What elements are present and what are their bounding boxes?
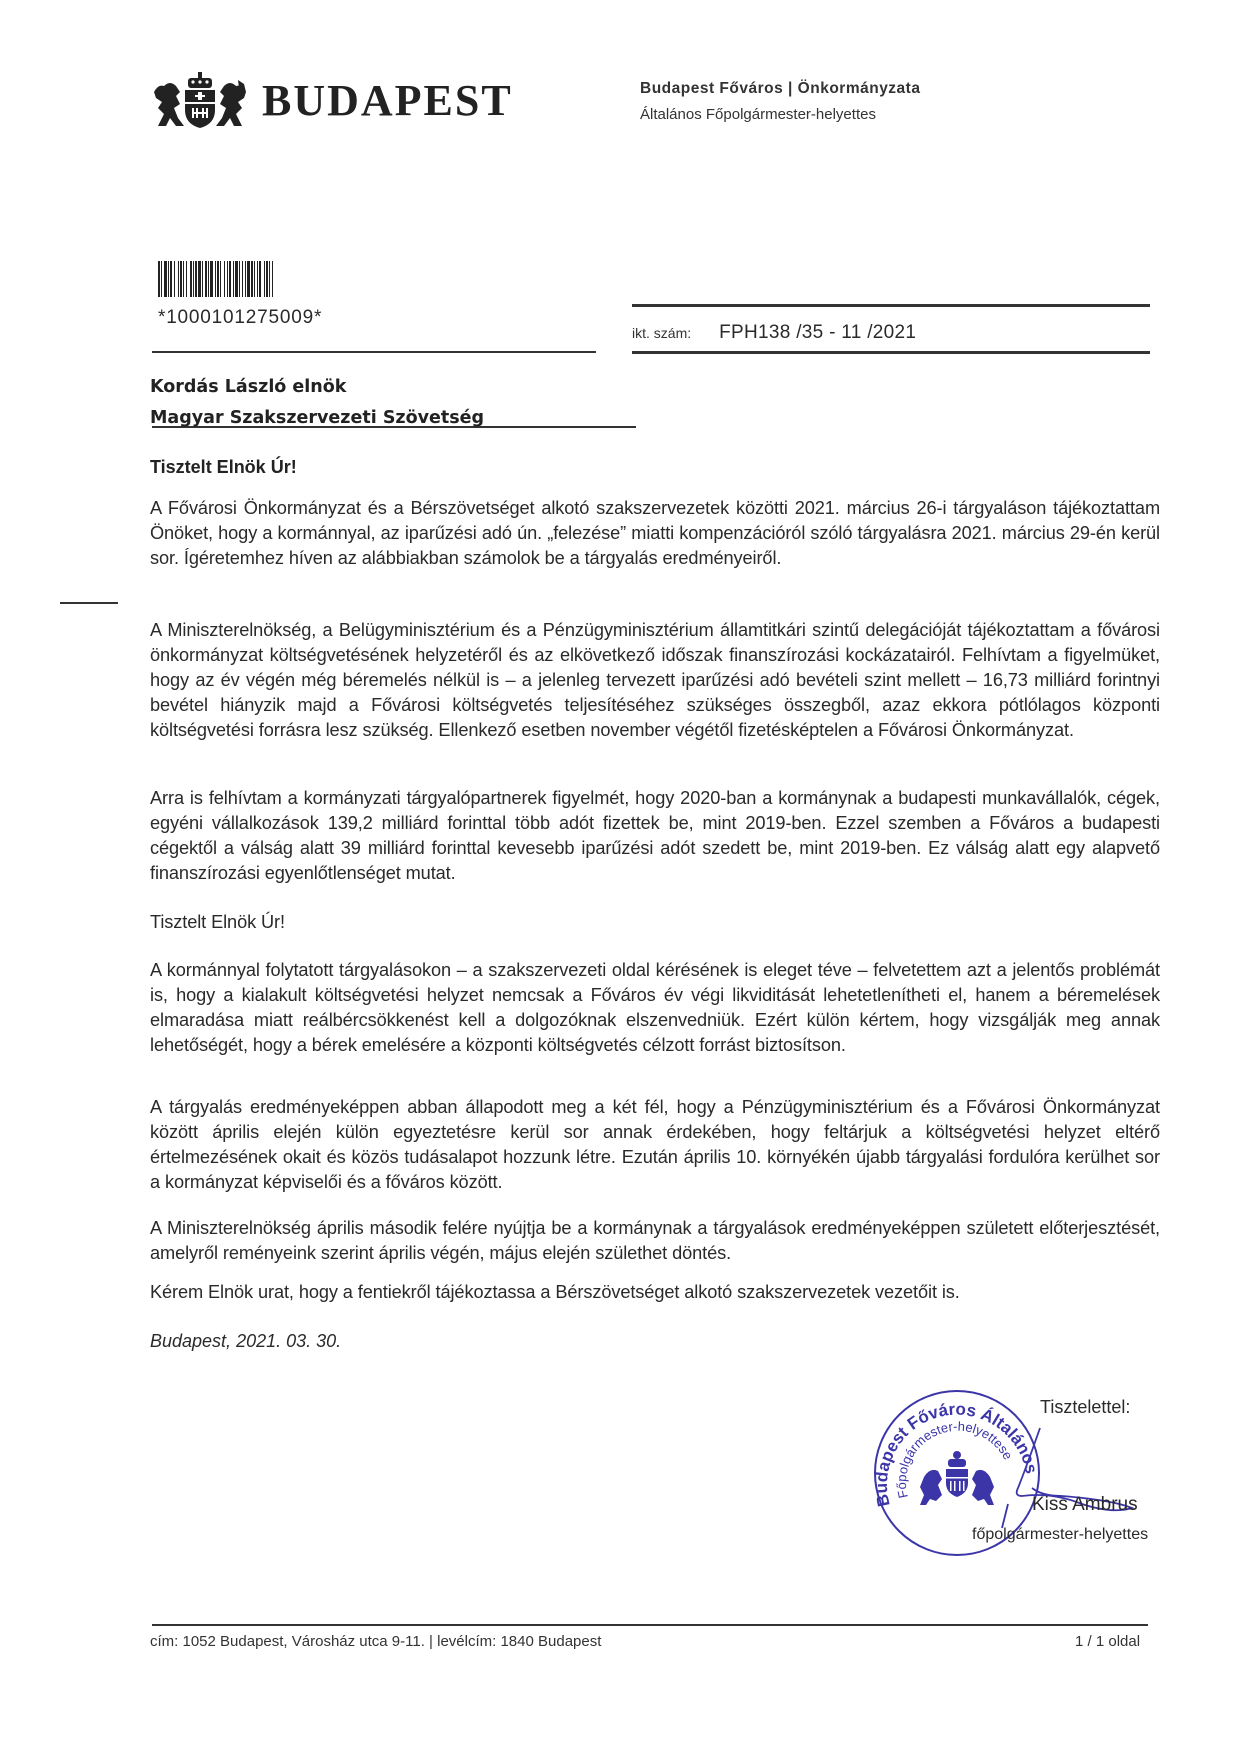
body-paragraph-5: A tárgyalás eredményeképpen abban állapodott meg a két fél, hogy a Pénzügyminisztérium és a Fővárosi Önkormányzat között április elején külön egyeztetésre kerül sor annak érdekében, hogy feltárjuk a költségvetési helyzet eltérő értelmezésének okait és közös tudásalapot hozzunk létre. Ezután április 10. környékén újabb tárgyalási fordulóra kerülhet sor a kormányzat képviselői és a főváros között. [150,1097,1160,1192]
closing-greeting: Tisztelettel: [1040,1397,1131,1417]
handwritten-signature-icon [1000,1420,1170,1540]
page-number: 1 / 1 oldal [1075,1633,1141,1650]
signer-title: főpolgármester-helyettes [972,1526,1149,1543]
body-paragraph-3: Arra is felhívtam a kormányzati tárgyalópartnerek figyelmét, hogy 2020-ban a kormánynak a budapesti munkavállalók, cégek, egyéni vállalkozások 139,2 milliárd forinttal több adót fizettek be, mint 2019-ben. Ezzel szemben a Főváros a budapesti cégektől a válság alatt 39 milliárd forinttal kevesebb iparűzési adót szedett be, mint 2019-ben. Ez válság alatt egy alapvető finanszírozási egyenlőtlenséget mutat. [150,788,1160,883]
salutation: Tisztelt Elnök Úr! [150,457,297,477]
divider-left [152,351,596,353]
issuer-org: Budapest Főváros | Önkormányzata [640,80,921,97]
stamp-outer-text: Budapest Főváros Általános [871,1399,1042,1509]
recipient-block [150,372,484,434]
registration-value: FPH138 /35 - 11 /2021 [719,322,917,343]
barcode-number: *1000101275009* [158,307,323,328]
stamp-inner-text: Főpolgármester-helyettese [893,1418,1016,1500]
footer-address: cím: 1052 Budapest, Városház utca 9-11. | levélcím: 1840 Budapest [150,1633,602,1650]
budapest-coat-of-arms-icon [150,72,250,130]
registration-label: ikt. szám: [632,325,692,341]
signer-name: Kiss Ambrus [1032,1494,1138,1515]
footer-divider [152,1624,1148,1626]
body-paragraph-7: Kérem Elnök urat, hogy a fentiekről tájékoztassa a Bérszövetséget alkotó szakszervezetek vezetőit is. [150,1282,960,1302]
barcode [158,261,438,297]
issuer-office: Általános Főpolgármester-helyettes [640,106,876,123]
recipient-name: Kordás László elnök [150,377,347,397]
registration-number [632,322,916,344]
fold-mark [60,602,118,604]
budapest-logo [150,72,542,130]
divider-regno-top [632,304,1150,307]
body-paragraph-6: A Miniszterelnökség április második felére nyújtja be a kormánynak a tárgyalások eredményeképpen született előterjesztését, amelyről reményeink szerint április végén, május elején születhet döntés. [150,1218,1160,1263]
letter-date: Budapest, 2021. 03. 30. [150,1331,342,1351]
body-salutation-repeat: Tisztelt Elnök Úr! [150,912,285,932]
body-paragraph-1: A Fővárosi Önkormányzat és a Bérszövetséget alkotó szakszervezetek közötti 2021. március 26-i tárgyaláson tájékoztattam Önöket, hogy a kormánnyal, az iparűzési adó ún. „felezése” miatti kompenzációról szóló tárgyalásra 2021. március 29-én kerül sor. Ígéretemhez híven az alábbiakban számolok be a tárgyalás eredményeiről. [150,498,1160,568]
logo-wordmark: BUDAPEST [262,76,513,125]
recipient-organization: Magyar Szakszervezeti Szövetség [150,408,485,428]
issuer-block [640,80,920,123]
divider-regno-bottom [632,351,1150,354]
body-paragraph-2: A Miniszterelnökség, a Belügyminisztérium és a Pénzügyminisztérium államtitkári szintű delegációját tájékoztattam a fővárosi önkormányzat költségvetésének helyzetéről és az elkövetkező időszak finanszírozási kockázatairól. Felhívtam a figyelmüket, hogy az év végén még béremelés nélkül is – a jelenleg tervezett iparűzési adó bevételi szint mellett – 16,73 milliárd forintnyi bevétel hiányzik majd a Fővárosi költségvetés teljesítéséhez szükséges összegből, azaz ekkora pótlólagos központi költségvetési forrásra lesz szükség. Ellenkező esetben november végétől fizetésképtelen a Fővárosi Önkormányzat. [150,620,1160,740]
body-paragraph-4: A kormánnyal folytatott tárgyalásokon – a szakszervezeti oldal kérésének is eleget téve – felvetettem azt a jelentős problémát is, hogy a kialakult költségvetési helyzet nemcsak a Főváros év végi likviditását lehetetlenítheti el, hanem a béremelések elmaradása miatt reálbércsökkenést kell a dolgozóknak elszenvedniük. Ezért külön kértem, hogy vizsgálják meg annak lehetőségét, hogy a bérek emelésére a központi költségvetés célzott forrást biztosítson. [150,960,1160,1055]
